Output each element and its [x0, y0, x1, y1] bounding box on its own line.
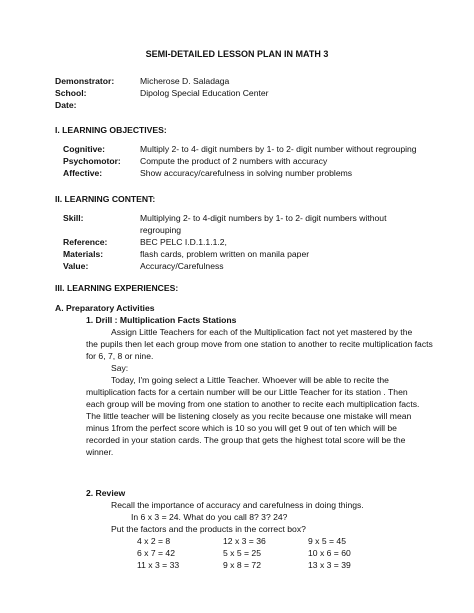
review-line: In 6 x 3 = 24. What do you call 8? 3? 24?	[131, 512, 288, 522]
content-heading: II. LEARNING CONTENT:	[55, 194, 156, 204]
skill-value-continued: regrouping	[140, 225, 182, 235]
multiplication-fact: 9 x 5 = 45	[308, 536, 346, 546]
review-line: Put the factors and the products in the correct box?	[111, 524, 306, 534]
materials-label: Materials:	[63, 249, 104, 259]
demonstrator-label: Demonstrator:	[55, 76, 115, 86]
drill-paragraph-line: for 6, 7, 8 or nine.	[86, 351, 154, 361]
objectives-heading: I. LEARNING OBJECTIVES:	[55, 125, 167, 135]
affective-value: Show accuracy/carefulness in solving number problems	[140, 168, 353, 178]
say-paragraph-line: winner.	[86, 447, 114, 457]
say-paragraph-line: Today, I'm going select a Little Teacher. Whoever will be able to recite the	[111, 375, 389, 385]
skill-value: Multiplying 2- to 4-digit numbers by 1- to 2- digit numbers without	[140, 213, 387, 223]
drill-heading: 1. Drill : Multiplication Facts Stations	[86, 315, 237, 325]
drill-paragraph-line: the pupils then let each group move from one station to another to recite multiplication facts	[86, 339, 433, 349]
school-value: Dipolog Special Education Center	[140, 88, 269, 98]
drill-paragraph-line: Assign Little Teachers for each of the Multiplication fact not yet mastered by the	[111, 327, 413, 337]
reference-value: BEC PELC I.D.1.1.1.2,	[140, 237, 227, 247]
psychomotor-value: Compute the product of 2 numbers with accuracy	[140, 156, 328, 166]
value-value: Accuracy/Carefulness	[140, 261, 224, 271]
affective-label: Affective:	[63, 168, 103, 178]
say-paragraph-line: recorded in your station cards. The group that gets the highest total score will be the	[86, 435, 406, 445]
say-paragraph-line: multiplication facts for a certain number will be our Little Teacher for its station . Then	[86, 387, 408, 397]
reference-label: Reference:	[63, 237, 108, 247]
multiplication-fact: 4 x 2 = 8	[137, 536, 171, 546]
materials-value: flash cards, problem written on manila paper	[140, 249, 310, 259]
preparatory-heading: A. Preparatory Activities	[55, 303, 155, 313]
page-title: SEMI-DETAILED LESSON PLAN IN MATH 3	[145, 49, 329, 59]
multiplication-facts-row	[0, 560, 474, 571]
experiences-heading: III. LEARNING EXPERIENCES:	[55, 283, 179, 293]
multiplication-facts-row	[0, 536, 474, 547]
cognitive-value: Multiply 2- to 4- digit numbers by 1- to 2- digit number without regrouping	[140, 144, 417, 154]
multiplication-fact: 11 x 3 = 33	[137, 560, 180, 570]
review-heading: 2. Review	[86, 488, 126, 498]
skill-label: Skill:	[63, 213, 84, 223]
value-label: Value:	[63, 261, 89, 271]
say-paragraph-line: The little teacher will be listening closely as you recite because one mistake will mean	[86, 411, 412, 421]
psychomotor-label: Psychomotor:	[63, 156, 121, 166]
say-paragraph-line: each group will be moving from one station to another to recite each multiplication facts.	[86, 399, 420, 409]
multiplication-fact: 9 x 8 = 72	[223, 560, 261, 570]
review-line: Recall the importance of accuracy and carefulness in doing things.	[111, 500, 364, 510]
multiplication-fact: 6 x 7 = 42	[137, 548, 175, 558]
demonstrator-value: Micherose D. Saladaga	[140, 76, 230, 86]
multiplication-facts-row	[0, 548, 474, 559]
school-label: School:	[55, 88, 87, 98]
multiplication-fact: 10 x 6 = 60	[308, 548, 351, 558]
multiplication-fact: 5 x 5 = 25	[223, 548, 261, 558]
cognitive-label: Cognitive:	[63, 144, 106, 154]
say-paragraph-line: minus 1from the perfect score which is 10 so you will get 9 out of ten which will be	[86, 423, 397, 433]
multiplication-fact: 13 x 3 = 39	[308, 560, 351, 570]
date-label: Date:	[55, 100, 77, 110]
say-label: Say:	[111, 363, 129, 373]
multiplication-fact: 12 x 3 = 36	[223, 536, 266, 546]
